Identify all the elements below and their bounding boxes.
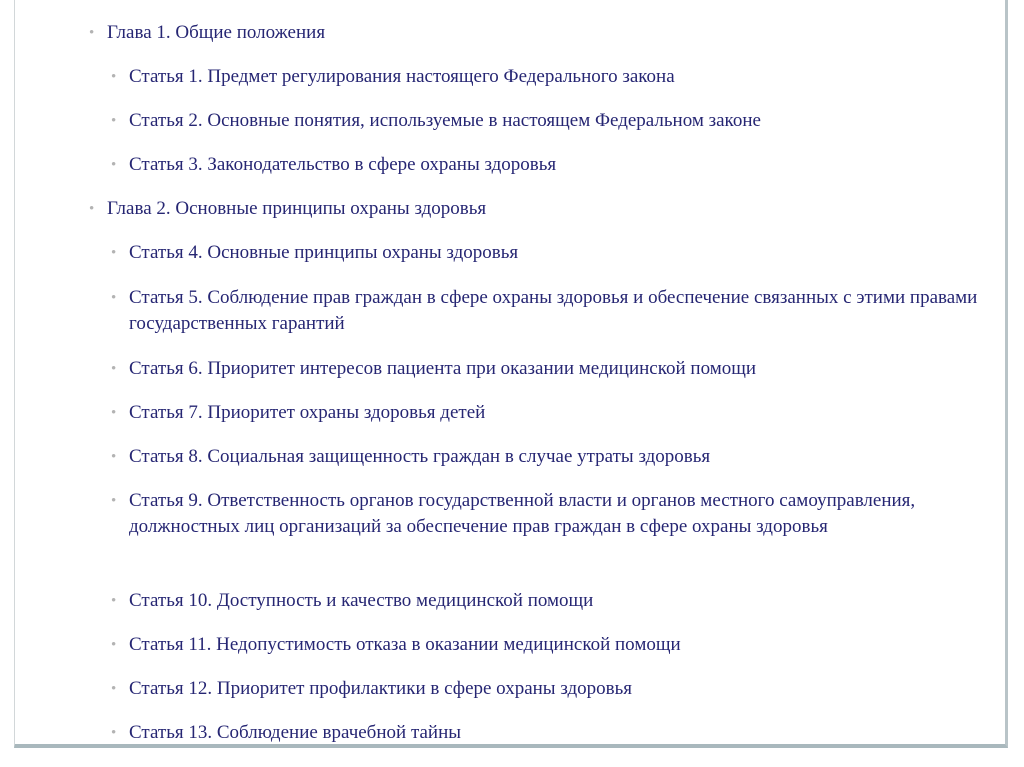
toc-article-6[interactable]: • Статья 6. Приоритет интересов пациента при оказании медицинской помощи [129,356,999,382]
toc-article-12[interactable]: • Статья 12. Приоритет профилактики в сфере охраны здоровья [129,676,999,702]
toc-article-13[interactable]: • Статья 13. Соблюдение врачебной тайны [129,720,999,746]
toc-article-3[interactable]: • Статья 3. Законодательство в сфере охраны здоровья [129,152,999,178]
toc-article-1[interactable]: • Статья 1. Предмет регулирования настоящего Федерального закона [129,64,999,90]
toc-article-7[interactable]: • Статья 7. Приоритет охраны здоровья детей [129,400,999,426]
toc-article-5[interactable]: • Статья 5. Соблюдение прав граждан в сфере охраны здоровья и обеспечение связанных с этими правами государственных гарантий [129,285,999,337]
toc-chapter-2[interactable]: • Глава 2. Основные принципы охраны здоровья [107,196,987,222]
toc-article-10[interactable]: • Статья 10. Доступность и качество медицинской помощи [129,588,999,614]
toc-article-9[interactable]: • Статья 9. Ответственность органов государственной власти и органов местного самоуправления, должностных лиц организаций за обеспечение прав граждан в сфере охраны здоровья [129,488,949,540]
toc-article-4[interactable]: • Статья 4. Основные принципы охраны здоровья [129,240,999,266]
toc-chapter-1[interactable]: • Глава 1. Общие положения [107,20,987,46]
toc-article-11[interactable]: • Статья 11. Недопустимость отказа в оказании медицинской помощи [129,632,999,658]
toc-article-2[interactable]: • Статья 2. Основные понятия, используемые в настоящем Федеральном законе [129,108,999,134]
document-page [14,0,1008,748]
toc-article-8[interactable]: • Статья 8. Социальная защищенность граждан в случае утраты здоровья [129,444,999,470]
